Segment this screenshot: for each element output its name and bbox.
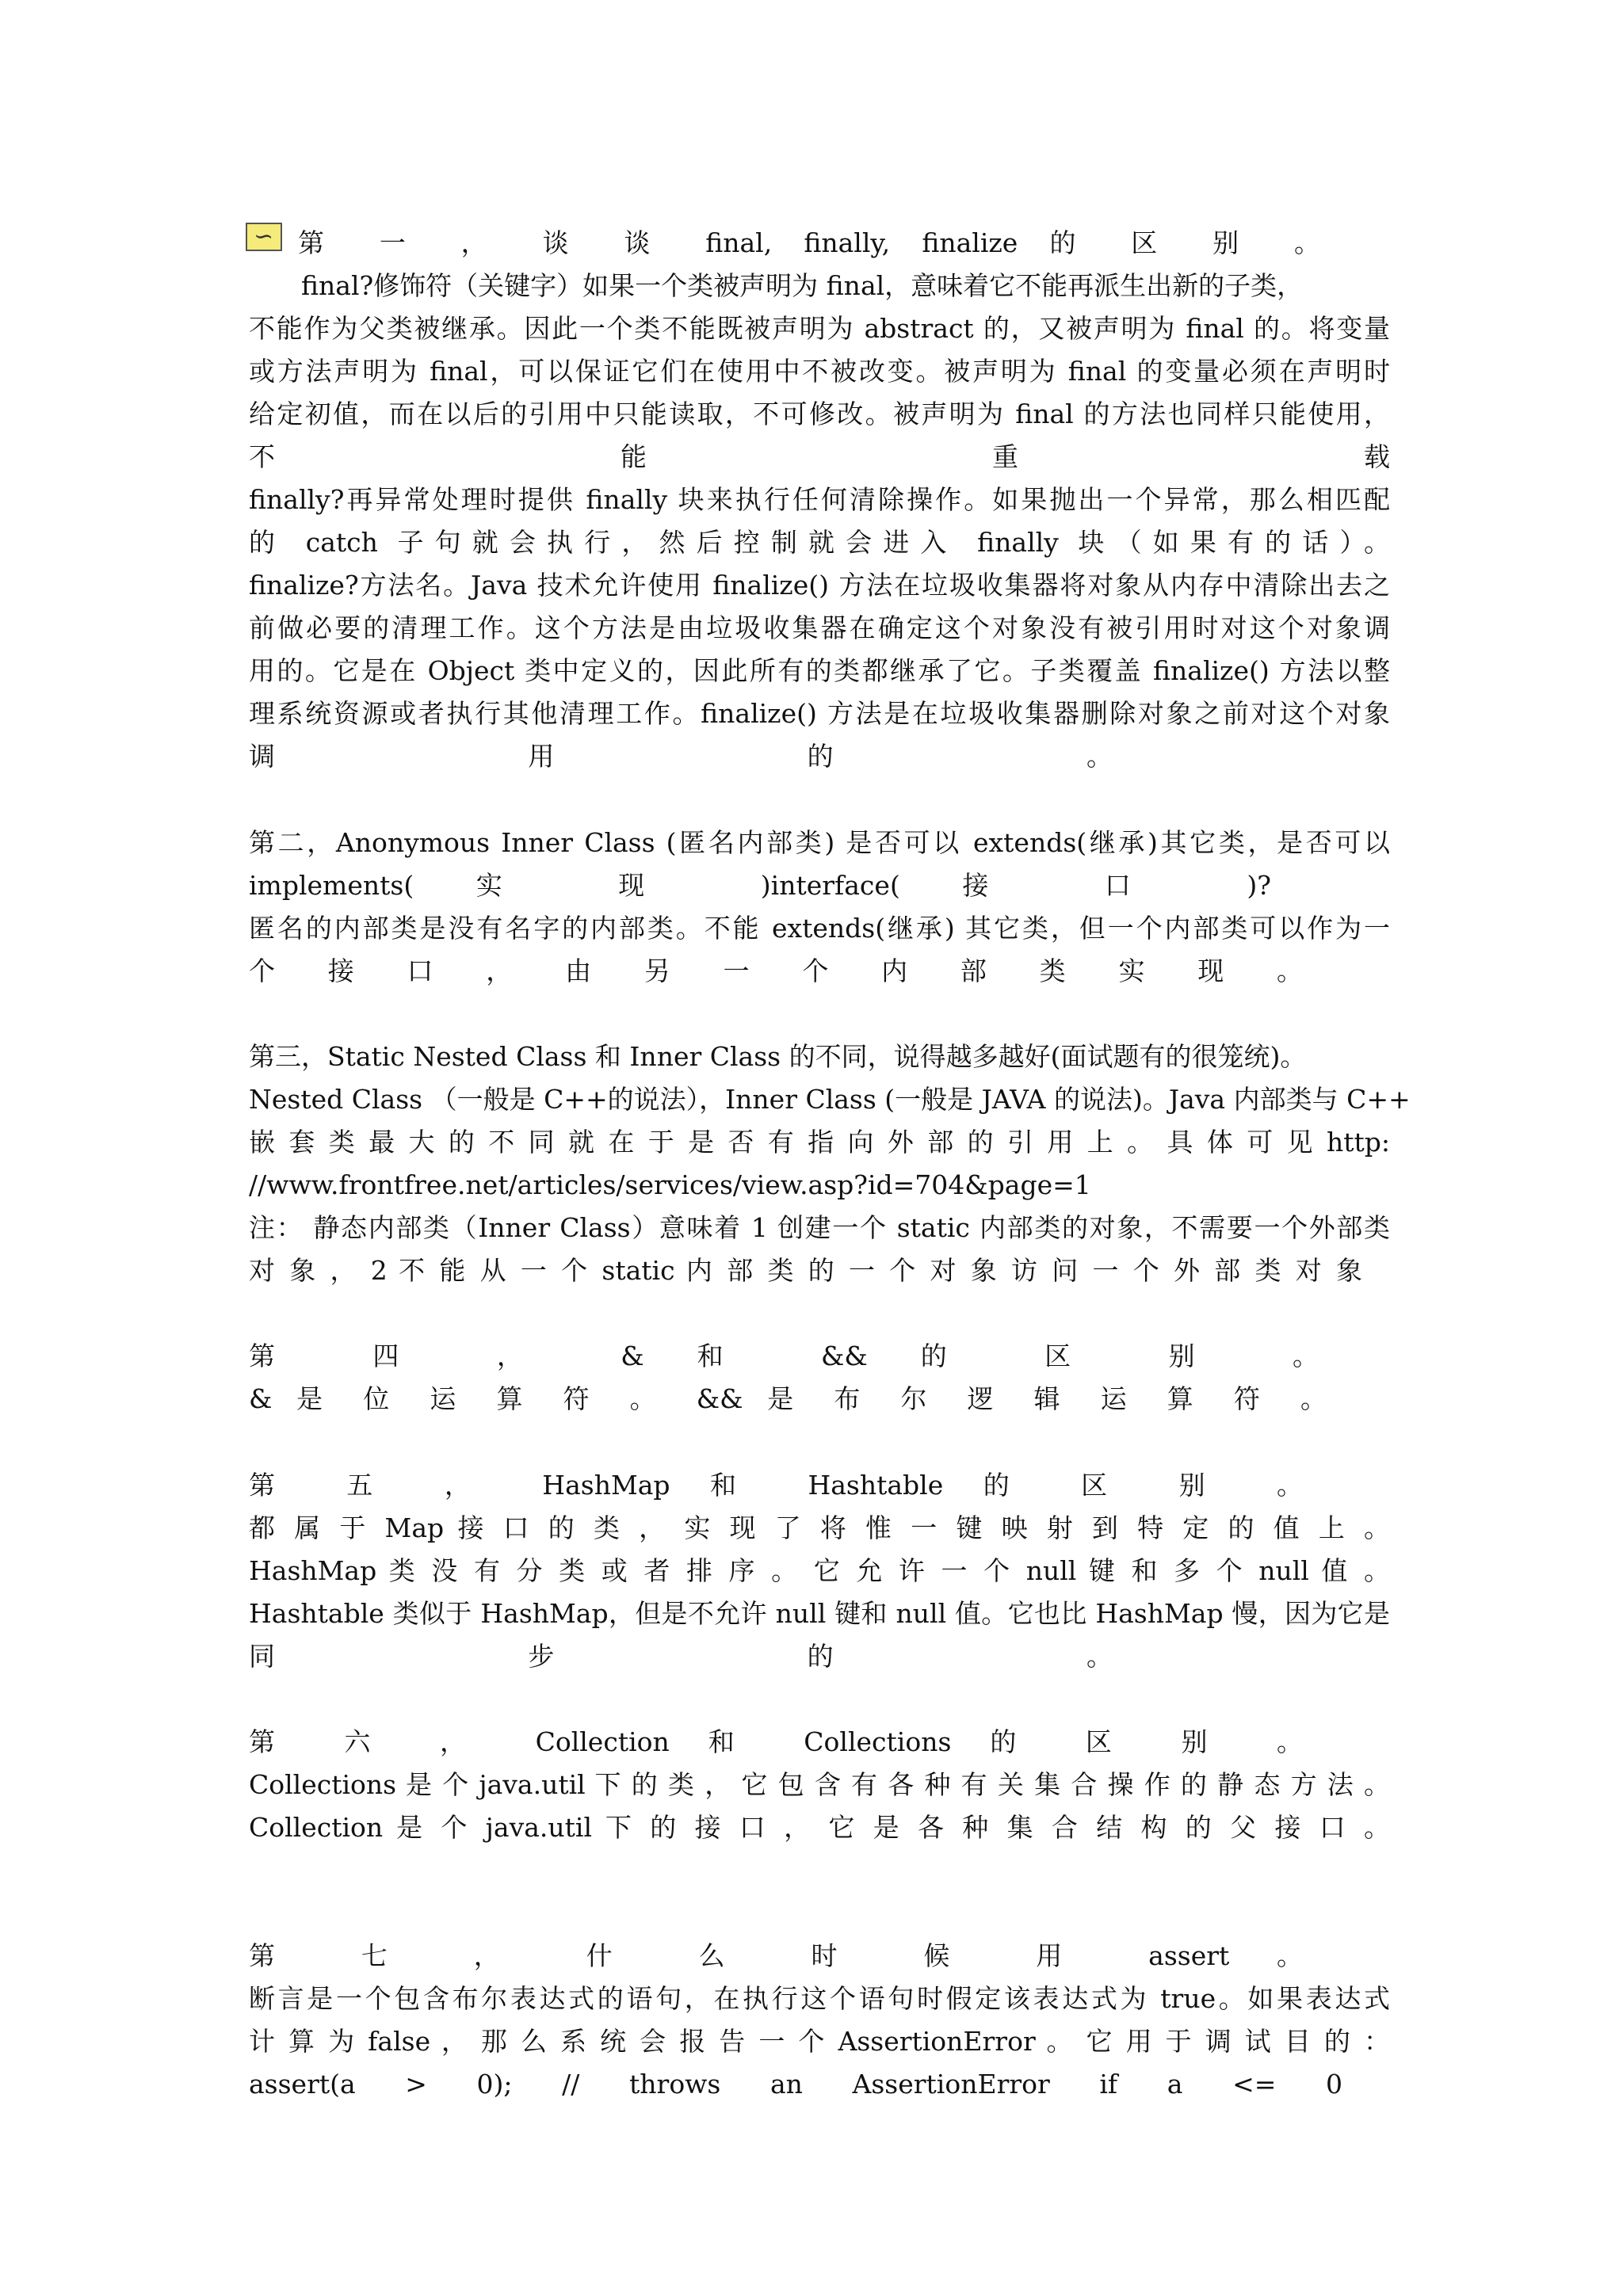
text-line: 理系统资源或者执行其他清理工作。finalize() 方法是在垃圾收集器删除对象之前对这个对象: [249, 698, 1390, 729]
text-line: 的 catch 子句就会执行，然后控制就会进入 finally 块（如果有的话）。: [249, 527, 1390, 558]
text-line: & 是 位 运 算 符 。 && 是 布 尔 逻 辑 运 算 符 。: [249, 1383, 1327, 1414]
text-line: 都 属 于 Map 接 口 的 类 ， 实 现 了 将 惟 一 键 映 射 到 特 定 的 值 上 。: [249, 1512, 1390, 1543]
text-line: 或方法声明为 final，可以保证它们在使用中不被改变。被声明为 final 的变量必须在声明时: [249, 356, 1390, 387]
text-line: assert(a > 0); // throws an AssertionError if a <= 0: [249, 2069, 1342, 2100]
text-line: 嵌 套 类 最 大 的 不 同 就 在 于 是 否 有 指 向 外 部 的 引 用 上 。 具 体 可 见 http:: [249, 1127, 1390, 1158]
text-line: 个 接 口 ， 由 另 一 个 内 部 类 实 现 。: [249, 955, 1303, 986]
text-line: 匿名的内部类是没有名字的内部类。不能 extends(继承) 其它类，但一个内部类可以作为一: [249, 913, 1390, 944]
text-line: Nested Class （一般是 C++的说法），Inner Class (一般是 JAVA 的说法)。Java 内部类与 C++: [249, 1084, 1411, 1115]
text-line: HashMap 类 没 有 分 类 或 者 排 序 。 它 允 许 一 个 null 键 和 多 个 null 值 。: [249, 1555, 1390, 1586]
text-line: final?修饰符（关键字）如果一个类被声明为 final，意味着它不能再派生出新的子类，: [301, 270, 1304, 301]
text-line: Collection 是 个 java.util 下 的 接 口 ， 它 是 各 种 集 合 结 构 的 父 接 口 。: [249, 1812, 1390, 1843]
text-line: 同 步 的 。: [249, 1641, 1113, 1672]
text-line: 计 算 为 false ， 那 么 系 统 会 报 告 一 个 AssertionError 。 它 用 于 调 试 目 的 ：: [249, 2026, 1390, 2057]
text-line: finalize?方法名。Java 技术允许使用 finalize() 方法在垃圾收集器将对象从内存中清除出去之: [249, 570, 1390, 601]
heading-q7: 第 七 ， 什 么 时 候 用 assert 。: [249, 1940, 1303, 1971]
heading-q6: 第 六 ， Collection 和 Collections 的 区 别 。: [249, 1726, 1303, 1757]
heading-q1: 第 一 ， 谈 谈 final, finally, finalize 的 区 别 。: [298, 227, 1320, 258]
text-line: finally?再异常处理时提供 finally 块来执行任何清除操作。如果抛出一个异常，那么相匹配: [249, 484, 1390, 515]
text-line: Collections 是 个 java.util 下 的 类 ， 它 包 含 有 各 种 有 关 集 合 操 作 的 静 态 方 法 。: [249, 1769, 1390, 1800]
text-line: 对 象 ， 2 不 能 从 一 个 static 内 部 类 的 一 个 对 象 访 问 一 个 外 部 类 对 象: [249, 1255, 1362, 1286]
text-line: 注： 静态内部类（Inner Class）意味着 1 创建一个 static 内部类的对象，不需要一个外部类: [249, 1212, 1390, 1243]
text-line: 断言是一个包含布尔表达式的语句，在执行这个语句时假定该表达式为 true。如果表达式: [249, 1983, 1390, 2014]
text-line: //www.frontfree.net/articles/services/view.asp?id=704&page=1: [249, 1169, 1091, 1200]
text-line: 前做必要的清理工作。这个方法是由垃圾收集器在确定这个对象没有被引用时对这个对象调: [249, 612, 1390, 643]
heading-q2: 第二，Anonymous Inner Class (匿名内部类) 是否可以 extends(继承)其它类，是否可以: [249, 827, 1390, 858]
text-line: implements( 实 现 )interface( 接 口 )?: [249, 870, 1271, 901]
heading-q4: 第 四 ， & 和 && 的 区 别 。: [249, 1341, 1319, 1371]
heading-q3: 第三，Static Nested Class 和 Inner Class 的不同，说得越多越好(面试题有的很笼统)。: [249, 1041, 1307, 1072]
heading-q5: 第 五 ， HashMap 和 Hashtable 的 区 别 。: [249, 1470, 1303, 1501]
text-line: 不 能 重 载: [249, 441, 1390, 472]
text-line: 给定初值，而在以后的引用中只能读取，不可修改。被声明为 final 的方法也同样只能使用，: [249, 399, 1390, 429]
text-line: 不能作为父类被继承。因此一个类不能既被声明为 abstract 的，又被声明为 final 的。将变量: [249, 313, 1390, 344]
text-line: Hashtable 类似于 HashMap，但是不允许 null 键和 null 值。它也比 HashMap 慢，因为它是: [249, 1598, 1390, 1629]
text-line: 用的。它是在 Object 类中定义的，因此所有的类都继承了它。子类覆盖 finalize() 方法以整: [249, 655, 1390, 686]
document-icon: ∽: [246, 223, 282, 251]
text-line: 调 用 的 。: [249, 741, 1113, 772]
